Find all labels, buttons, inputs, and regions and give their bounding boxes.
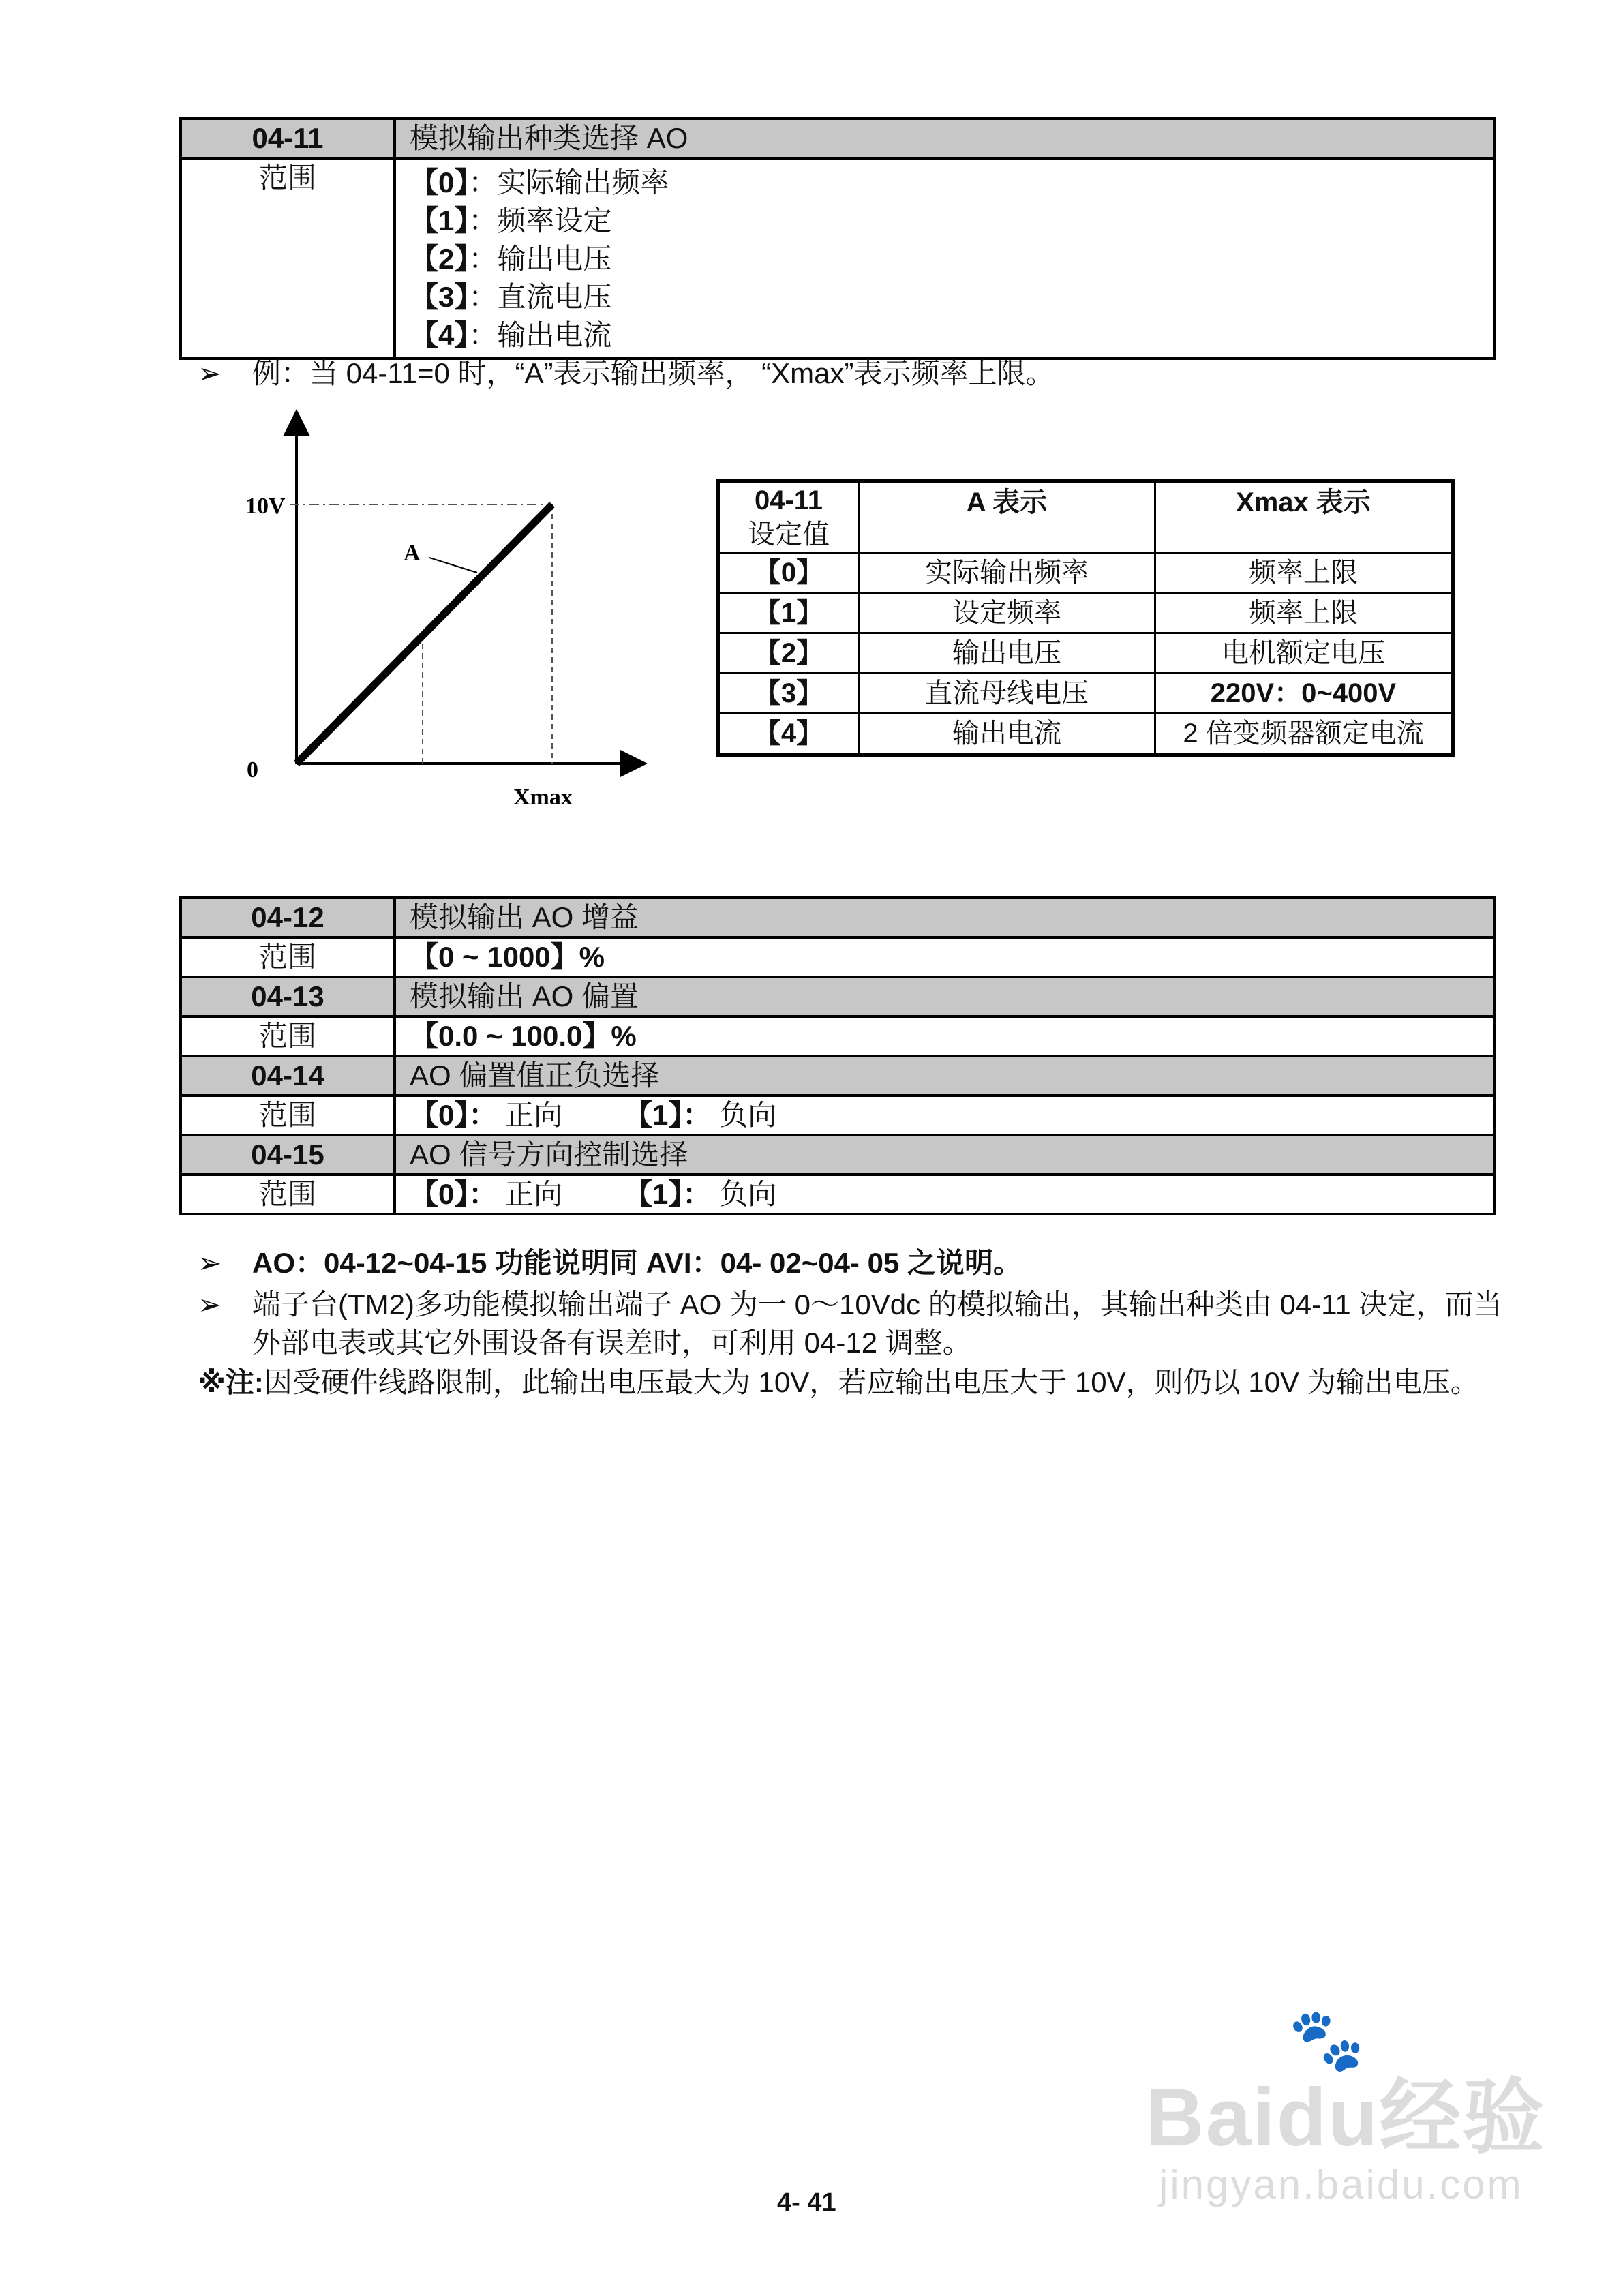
param-code: 04-14	[181, 1056, 395, 1096]
table-row	[718, 633, 1453, 674]
output-line	[297, 504, 552, 764]
table-row	[718, 674, 1453, 714]
range-value: 【0.0 ~ 100.0】%	[395, 1016, 1495, 1056]
table-header-row	[181, 1135, 1495, 1175]
param-title: AO 信号方向控制选择	[395, 1135, 1495, 1175]
table-header-row	[718, 481, 1453, 553]
param-title: 模拟输出种类选择 AO	[395, 119, 1495, 158]
param-code: 04-11	[181, 119, 395, 158]
note-1	[198, 1244, 1022, 1282]
cell-xmax: 电机额定电压	[1155, 633, 1453, 674]
output-graph	[225, 409, 654, 804]
param-table-04-12-15	[179, 896, 1496, 1215]
param-code: 04-15	[181, 1135, 395, 1175]
note-2	[198, 1286, 1513, 1362]
table-row	[181, 158, 1495, 359]
watermark-logo: Baidu经验	[1145, 2072, 1546, 2163]
header-setting: 04-11 设定值	[718, 481, 859, 553]
table-row	[718, 553, 1453, 593]
x-max-label: Xmax	[513, 785, 573, 804]
table-row	[181, 937, 1495, 977]
cell-setting: 【0】	[718, 553, 859, 593]
cell-setting: 【1】	[718, 593, 859, 633]
cell-xmax: 2 倍变频器额定电流	[1155, 714, 1453, 755]
cell-a: 设定频率	[859, 593, 1155, 633]
paw-icon: 🐾	[1288, 2006, 1365, 2074]
option-item: 【2】：输出电压	[410, 243, 612, 275]
cell-setting: 【4】	[718, 714, 859, 755]
note-3	[198, 1363, 1479, 1402]
param-title: AO 偏置值正负选择	[395, 1056, 1495, 1096]
cell-xmax: 220V：0~400V	[1155, 674, 1453, 714]
bullet-arrow-icon: ➢	[198, 357, 222, 389]
cell-setting: 【3】	[718, 674, 859, 714]
table-row	[181, 1016, 1495, 1056]
example-text: 例：当 04-11=0 时，“A”表示输出频率， “Xmax”表示频率上限。	[252, 357, 1055, 389]
note-2-text-cont: 外部电表或其它外围设备有误差时，可利用 04-12 调整。	[252, 1327, 971, 1359]
table-row	[181, 1096, 1495, 1135]
y-max-label: 10V	[245, 494, 286, 519]
line-label-leader	[429, 558, 477, 573]
bullet-arrow-icon: ➢	[198, 1247, 222, 1279]
cell-a: 实际输出频率	[859, 553, 1155, 593]
range-label: 范围	[181, 158, 395, 359]
table-row	[718, 714, 1453, 755]
table-row	[181, 1175, 1495, 1214]
param-code: 04-13	[181, 977, 395, 1016]
example-line	[198, 354, 1055, 393]
table-header-row	[181, 898, 1495, 937]
param-table-04-11	[179, 117, 1496, 360]
header-xmax: Xmax 表示	[1155, 481, 1453, 553]
note-3-prefix: ※注:	[198, 1366, 264, 1398]
option-item: 【4】：输出电流	[410, 319, 612, 351]
param-title: 模拟输出 AO 增益	[395, 898, 1495, 937]
page-number: 4- 41	[777, 2188, 836, 2217]
cell-xmax: 频率上限	[1155, 553, 1453, 593]
note-2-text: 端子台(TM2)多功能模拟输出端子 AO 为一 0～10Vdc 的模拟输出，其输出种类由 04-11 决定，而当	[252, 1288, 1502, 1320]
range-value: 【0 ~ 1000】%	[395, 937, 1495, 977]
range-options: 【0】： 正向 【1】： 负向	[395, 1096, 1495, 1135]
header-a: A 表示	[859, 481, 1155, 553]
line-label: A	[404, 541, 421, 566]
cell-setting: 【2】	[718, 633, 859, 674]
table-header-row	[181, 1056, 1495, 1096]
table-header-row	[181, 119, 1495, 158]
range-label: 范围	[181, 1175, 395, 1214]
cell-a: 输出电流	[859, 714, 1155, 755]
param-title: 模拟输出 AO 偏置	[395, 977, 1495, 1016]
note-1-text: AO：04-12~04-15 功能说明同 AVI：04- 02~04- 05 之说明。	[252, 1247, 1022, 1279]
range-options: 【0】： 正向 【1】： 负向	[395, 1175, 1495, 1214]
note-3-text: 因受硬件线路限制，此输出电压最大为 10V，若应输出电压大于 10V，则仍以 10V 为输出电压。	[263, 1366, 1479, 1398]
origin-label: 0	[247, 757, 258, 783]
range-label: 范围	[181, 1096, 395, 1135]
table-header-row	[181, 977, 1495, 1016]
option-item: 【1】：频率设定	[410, 205, 612, 237]
cell-a: 输出电压	[859, 633, 1155, 674]
watermark-url: jingyan.baidu.com	[1159, 2162, 1523, 2207]
option-list	[395, 158, 1495, 359]
cell-xmax: 频率上限	[1155, 593, 1453, 633]
range-label: 范围	[181, 937, 395, 977]
range-label: 范围	[181, 1016, 395, 1056]
cell-a: 直流母线电压	[859, 674, 1155, 714]
option-item: 【3】：直流电压	[410, 281, 612, 313]
option-item: 【0】：实际输出频率	[410, 166, 669, 198]
bullet-arrow-icon: ➢	[198, 1288, 222, 1320]
table-row	[718, 593, 1453, 633]
mapping-table	[716, 479, 1455, 757]
param-code: 04-12	[181, 898, 395, 937]
